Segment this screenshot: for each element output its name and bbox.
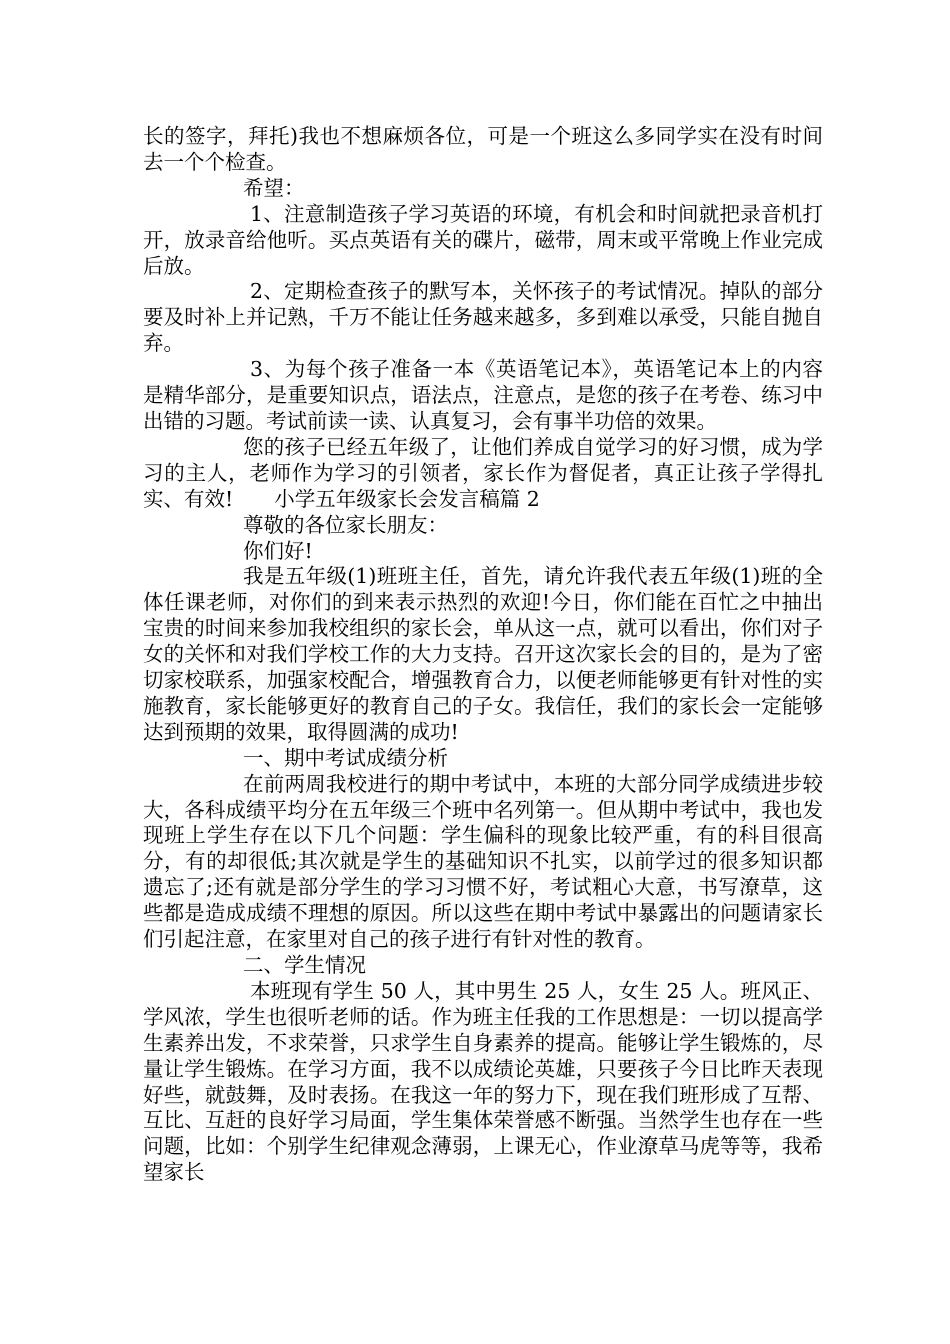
section-heading-exam-analysis: 一、期中考试成绩分析 [243,745,448,770]
paragraph-signature-note: 长的签字，拜托)我也不想麻烦各位，可是一个班这么多同学实在没有时间去一个个检查。 [143,124,823,174]
paragraph-exam-analysis: 在前两周我校进行的期中考试中，本班的大部分同学成绩进步较大，各科成绩平均分在五年级三个班中名列第一。但从期中考试中，我也发现班上学生存在以下几个问题：学生偏科的现象比较严重，有的科目很高分，有的却很低;其次就是学生的基础知识不扎实，以前学过的很多知识都遗忘了;还有就是部分学生的学习习惯不好，考试粗心大意，书写潦草，这些都是造成成绩不理想的原因。所以这些在期中考试中暴露出的问题请家长们引起注意，在家里对自己的孩子进行有针对性的教育。 [143,771,823,952]
paragraph-closing: 您的孩子已经五年级了，让他们养成自觉学习的好习惯，成为学习的主人，老师作为学习的引领者，家长作为督促者，真正让孩子学得扎实、有效! 小学五年级家长会发言稿篇 2 [143,434,823,511]
paragraph-introduction: 我是五年级(1)班班主任，首先，请允许我代表五年级(1)班的全体任课老师，对你们的到来表示热烈的欢迎!今日，你们能在百忙之中抽出宝贵的时间来参加我校组织的家长会，单从这一点，就可以看出，你们对子女的关怀和对我们学校工作的大力支持。召开这次家长会的目的，是为了密切家校联系，加强家校配合，增强教育合力，以便老师能够更有针对性的实施教育，家长能够更好的教育自己的子女。我信任，我们的家长会一定能够达到预期的效果，取得圆满的成功! [143,564,823,744]
paragraph-hope-2: 2、定期检查孩子的默写本，关怀孩子的考试情况。掉队的部分要及时补上并记熟，千万不能让任务越来越多，多到难以承受，只能自抛自弃。 [143,279,823,356]
paragraph-hopes-heading: 希望： [243,175,305,200]
paragraph-hope-1: 1、注意制造孩子学习英语的环境，有机会和时间就把录音机打开，放录音给他听。买点英语有关的碟片，磁带，周末或平常晚上作业完成后放。 [143,201,823,278]
paragraph-greeting: 尊敬的各位家长朋友： [243,512,448,537]
section-heading-student-situation: 二、学生情况 [243,953,366,977]
paragraph-hope-3: 3、为每个孩子准备一本《英语笔记本》，英语笔记本上的内容是精华部分，是重要知识点，语法点，注意点，是您的孩子在考卷、练习中出错的习题。考试前读一读、认真复习，会有事半功倍的效果。 [143,357,823,433]
paragraph-hello: 你们好! [243,538,313,563]
document-page [143,124,823,1186]
paragraph-student-situation: 本班现有学生 50 人，其中男生 25 人，女生 25 人。班风正、学风浓，学生也很听老师的话。作为班主任我的工作思想是：一切以提高学生素养出发，不求荣誉，只求学生自身素养的提高。能够让学生锻炼的，尽量让学生锻炼。在学习方面，我不以成绩论英雄，只要孩子今日比昨天表现好些，就鼓舞，及时表扬。在我这一年的努力下，现在我们班形成了互帮、互比、互赶的良好学习局面，学生集体荣誉感不断强。当然学生也存在一些问题，比如：个别学生纪律观念薄弱，上课无心，作业潦草马虎等等，我希望家长 [143,978,823,1185]
